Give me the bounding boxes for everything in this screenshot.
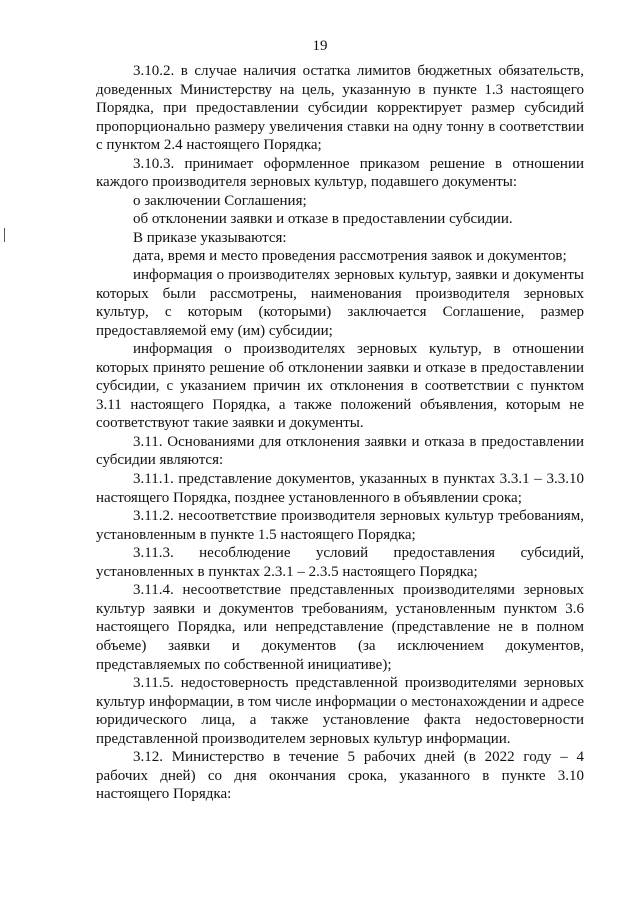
paragraph-3-11-4: 3.11.4. несоответствие представленных производителями зерновых культур заявки и документов требованиям, установленным пунктом 3.6 настоящего Порядка, или непредставление (представление не в полном объеме) заявки и документов (за исключением документов, представляемых по собственной инициативе); xyxy=(96,582,584,673)
paragraph-3-11-3: 3.11.3. несоблюдение условий предоставления субсидий, установленных в пунктах 2.3.1 – 2.3.5 настоящего Порядка; xyxy=(96,545,584,580)
paragraph-rejected-producers-info: информация о производителях зерновых культур, в отношении которых принято решение об отклонении заявки и отказе в предоставлении субсидии, с указанием причин их отклонения в соответствии с пунктом 3.11 настоящего Порядка, а также положений объявления, которым не соответствуют такие заявки и документы. xyxy=(96,341,584,432)
paragraph-3-11-1: 3.11.1. представление документов, указанных в пунктах 3.3.1 – 3.3.10 настоящего Порядка, позднее установленного в объявлении срока; xyxy=(96,471,584,506)
paragraph-agreement-decision: о заключении Соглашения; xyxy=(133,192,307,209)
paragraph-3-11-5: 3.11.5. недостоверность представленной производителями зерновых культур информации, в том числе информации о местонахождении и адресе юридического лица, а также установление факта недостоверности представленной производителем зерновых культур информации. xyxy=(96,675,584,747)
paragraph-3-10-2: 3.10.2. в случае наличия остатка лимитов бюджетных обязательств, доведенных Министерству на цель, указанную в пункте 1.3 настоящего Порядка, при предоставлении субсидии корректирует размер субсидий пропорционально размеру увеличения ставки на одну тонну в соответствии с пунктом 2.4 настоящего Порядка; xyxy=(96,63,584,154)
document-body xyxy=(96,62,584,804)
paragraph-order-contents-intro: В приказе указываются: xyxy=(133,229,287,246)
paragraph-3-12: 3.12. Министерство в течение 5 рабочих дней (в 2022 году – 4 рабочих дней) со дня окончания срока, указанного в пункте 3.10 настоящего Порядка: xyxy=(96,749,584,803)
paragraph-approved-producers-info: информация о производителях зерновых культур, заявки и документы которых были рассмотрены, наименования производителя зерновых культур, с которым (которыми) заключается Соглашение, размер предоставляемой ему (им) субсидии; xyxy=(96,267,584,339)
paragraph-rejection-decision: об отклонении заявки и отказе в предоставлении субсидии. xyxy=(133,211,513,228)
margin-mark xyxy=(4,228,5,242)
paragraph-3-10-3: 3.10.3. принимает оформленное приказом решение в отношении каждого производителя зерновых культур, подавшего документы: xyxy=(96,155,584,191)
page-number: 19 xyxy=(312,38,328,54)
paragraph-date-time-place: дата, время и место проведения рассмотрения заявок и документов; xyxy=(133,248,567,265)
paragraph-3-11: 3.11. Основаниями для отклонения заявки и отказа в предоставлении субсидии являются: xyxy=(96,433,584,469)
paragraph-3-11-2: 3.11.2. несоответствие производителя зерновых культур требованиям, установленным в пункте 1.5 настоящего Порядка; xyxy=(96,508,584,543)
